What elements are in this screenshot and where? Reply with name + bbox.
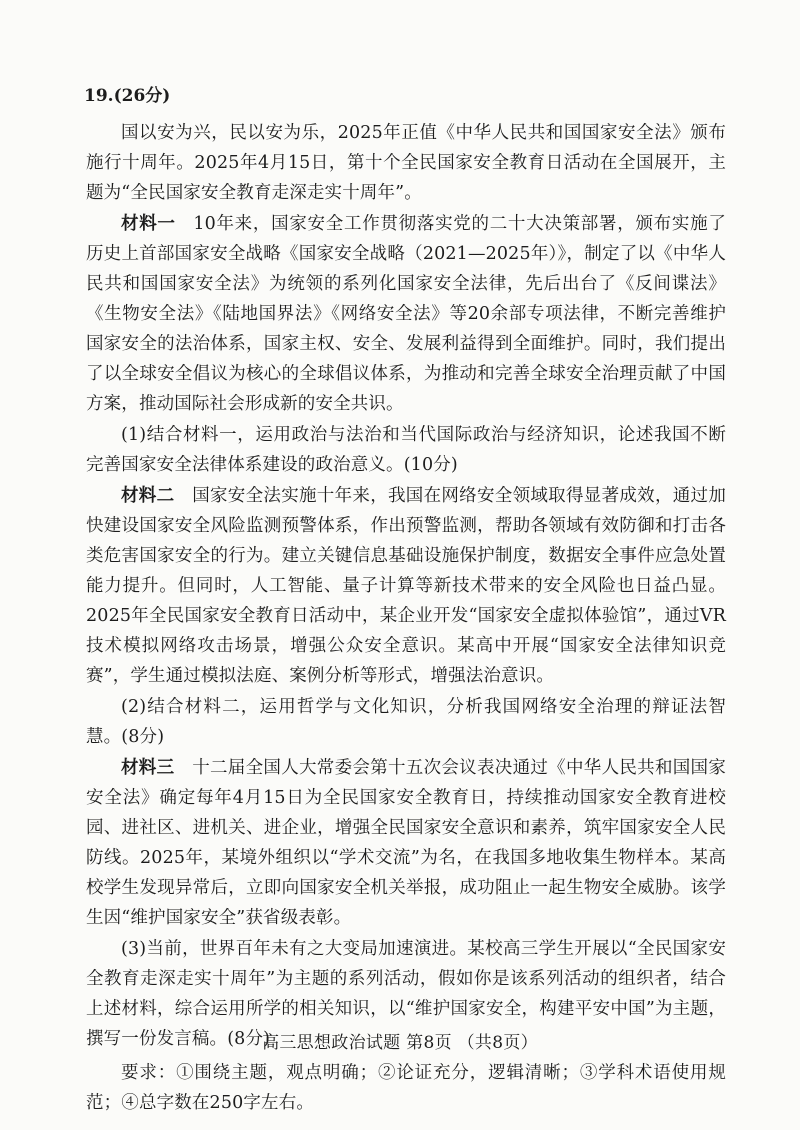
material-1-paragraph: [86, 209, 726, 419]
requirement-paragraph: 要求：①围绕主题，观点明确；②论证充分，逻辑清晰；③学科术语使用规范；④总字数在250字左右。: [86, 1063, 726, 1113]
material-2-label: 材料二: [121, 486, 175, 506]
task-3: (3)当前，世界百年未有之大变局加速演进。某校高三学生开展以“全民国家安全教育走深走实十周年”为主题的系列活动，假如你是该系列活动的组织者，结合上述材料，综合运用所学的相关知识，以“维护国家安全，构建平安中国”为主题，撰写一份发言稿。(8分): [86, 939, 726, 1049]
question-number: 19.: [84, 86, 114, 106]
material-2-paragraph: [86, 481, 726, 691]
material-1-label: 材料一: [121, 214, 176, 234]
task-1: (1)结合材料一，运用政治与法治和当代国际政治与经济知识，论述我国不断完善国家安全法律体系建设的政治意义。(10分): [86, 425, 726, 475]
material-3-text: 十二届全国人大常委会第十五次会议表决通过《中华人民共和国国家安全法》确定每年4月15日为全民国家安全教育日，持续推动国家安全教育进校园、进社区、进机关、进企业，增强全民国家安全意识和素养，筑牢国家安全人民防线。2025年，某境外组织以“学术交流”为名，在我国多地收集生物样本。某高校学生发现异常后，立即向国家安全机关举报，成功阻止一起生物安全威胁。该学生因“维护国家安全”获省级表彰。: [86, 758, 727, 928]
material-3-paragraph: [86, 753, 726, 933]
exam-page-body: [86, 82, 726, 1118]
question-header: [84, 82, 726, 110]
intro-paragraph: 国以安为兴，民以安为乐，2025年正值《中华人民共和国国家安全法》颁布施行十周年。2025年4月15日，第十个全民国家安全教育日活动在全国展开，主题为“全民国家安全教育走深走实十周年”。: [86, 123, 726, 203]
material-3-label: 材料三: [121, 758, 175, 778]
material-2-text: 国家安全法实施十年来，我国在网络安全领域取得显著成效，通过加快建设国家安全风险监测预警体系，作出预警监测，帮助各领域有效防御和打击各类危害国家安全的行为。建立关键信息基础设施保护制度，数据安全事件应急处置能力提升。但同时，人工智能、量子计算等新技术带来的安全风险也日益凸显。2025年全民国家安全教育日活动中，某企业开发“国家安全虚拟体验馆”，通过VR技术模拟网络攻击场景，增强公众安全意识。某高中开展“国家安全法律知识竞赛”，学生通过模拟法庭、案例分析等形式，增强法治意识。: [86, 486, 727, 686]
page-footer: 高三思想政治试题 第8页 （共8页）: [262, 1033, 538, 1053]
question-score: (26分): [113, 86, 171, 106]
task-2: (2)结合材料二，运用哲学与文化知识，分析我国网络安全治理的辩证法智慧。(8分): [86, 697, 726, 747]
material-1-text: 10年来，国家安全工作贯彻落实党的二十大决策部署，颁布实施了历史上首部国家安全战略《国家安全战略（2021—2025年）》，制定了以《中华人民共和国国家安全法》为统领的系列化国家安全法律，先后出台了《反间谍法》《生物安全法》《陆地国界法》《网络安全法》等20余部专项法律，不断完善维护国家安全的法治体系，国家主权、安全、发展利益得到全面维护。同时，我们提出了以全球安全倡议为核心的全球倡议体系，为推动和完善全球安全治理贡献了中国方案，推动国际社会形成新的安全共识。: [86, 214, 726, 414]
